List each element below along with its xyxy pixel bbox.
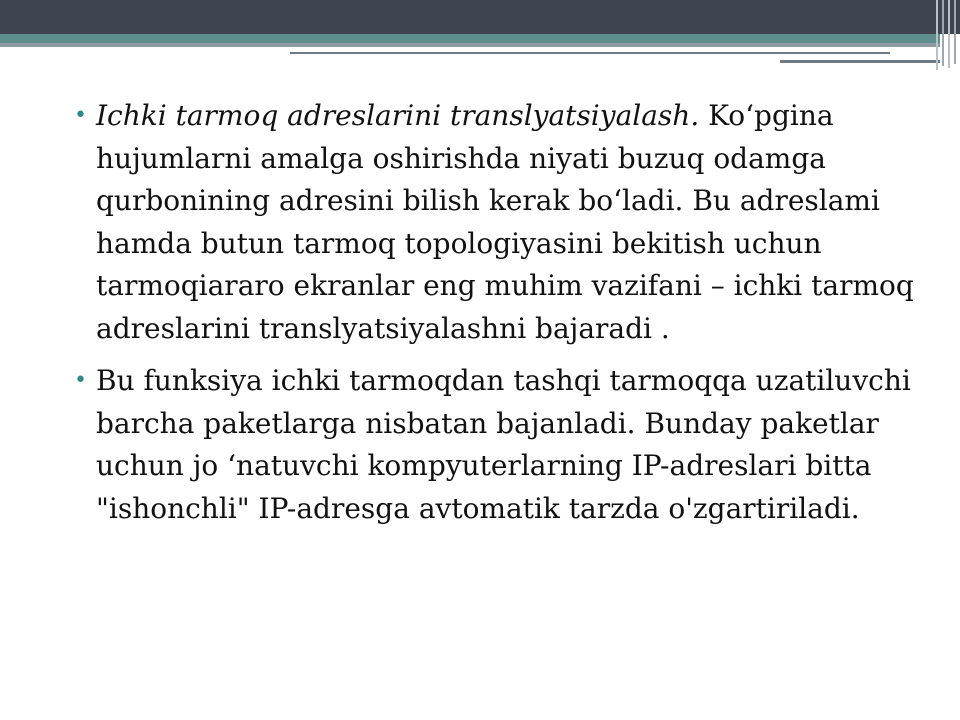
decorative-bar bbox=[948, 0, 950, 68]
gray-decorative-stripe bbox=[0, 43, 940, 47]
teal-decorative-stripe bbox=[0, 34, 940, 43]
bullet-text: Ko‘pgina hujumlarni amalga oshirishda niyati buzuq odamga qurbonining adresini bilish kerak bo‘ladi. Bu adreslami hamda butun tarmoq topologiyasini bekitish uchun tarmoqiararo ekranlar eng muhim vazifani – ichki tarmoq adreslarini translyatsiyalashni bajaradi . bbox=[96, 99, 914, 345]
bullet-title: Ichki tarmoq adreslarini translyatsiyalash. bbox=[96, 99, 700, 132]
top-decorative-band bbox=[0, 0, 960, 34]
decorative-line bbox=[780, 60, 940, 63]
decorative-bar bbox=[954, 0, 956, 64]
vertical-decorative-bars bbox=[934, 0, 960, 72]
bullet-item-translation bbox=[74, 95, 924, 350]
bullet-item-function bbox=[74, 360, 924, 530]
decorative-line bbox=[290, 52, 890, 54]
decorative-bar bbox=[942, 0, 944, 66]
slide-content bbox=[74, 95, 924, 540]
bullet-text: Bu funksiya ichki tarmoqdan tashqi tarmoqqa uzatiluvchi barcha paketlarga nisbatan bajanladi. Bunday paketlar uchun jo ‘natuvchi kompyuterlarning IP-adreslari bitta "ishonchli" IP-adresga avtomatik tarzda o'zgartiriladi. bbox=[96, 364, 911, 525]
decorative-bar bbox=[936, 0, 938, 70]
